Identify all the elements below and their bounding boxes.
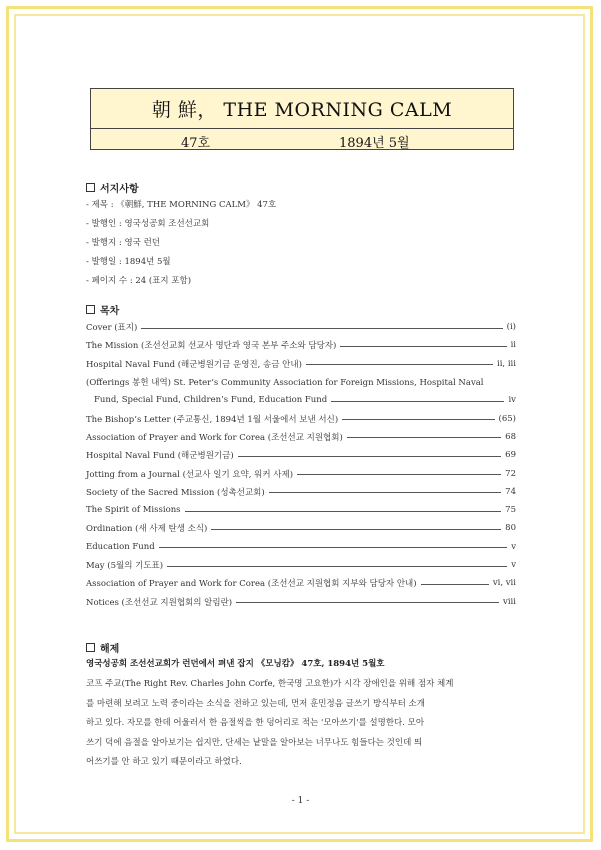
toc-entry-page: v	[511, 541, 516, 552]
bibliography-item: - 페이지 수 : 24 (표지 포함)	[86, 276, 192, 286]
toc-leader-line	[306, 364, 493, 365]
toc-entry-page: iv	[508, 395, 516, 406]
toc-entry	[86, 556, 516, 574]
toc-leader-line	[236, 602, 499, 603]
toc-entry	[86, 446, 516, 464]
bibliography-heading: 서지사항	[86, 180, 139, 195]
toc-entry-title: The Bishop’s Letter (주교통신, 1894년 1월 서울에서 보낸 서신)	[86, 414, 339, 425]
toc-entry-page: 80	[505, 523, 516, 534]
toc-entry	[86, 409, 516, 427]
bibliography-item: - 발행일 : 1894년 5월	[86, 257, 171, 267]
toc-entry-title: Hospital Naval Fund (해군병원기금)	[86, 451, 234, 462]
explanation-line: 코프 주교(The Right Rev. Charles John Corfe, 한국명 고요한)가 시각 장애인을 위해 점자 체계	[86, 679, 454, 689]
toc-entry-title: Association of Prayer and Work for Corea (조선선교 지원협회 지부와 담당자 안내)	[86, 579, 417, 590]
toc-entry-title: Cover (표지)	[86, 323, 138, 334]
toc-entry-title: Ordination (새 사제 탄생 소식)	[86, 524, 208, 535]
toc-entry-page: v	[511, 560, 516, 570]
toc-entry	[86, 501, 516, 519]
toc-entry-title: Jotting from a Journal (선교사 일기 요약, 워커 사제)	[86, 469, 294, 480]
explanation-line: 어쓰기를 안 하고 있기 때문이라고 하였다.	[86, 757, 242, 767]
page-number: - 1 -	[291, 796, 310, 806]
toc-leader-line	[211, 529, 501, 530]
toc-entry	[86, 373, 516, 391]
toc-entry	[86, 318, 516, 336]
toc-entry-page: viii	[503, 596, 516, 607]
toc-entry-page: 72	[505, 468, 516, 479]
toc-entry-title: Association of Prayer and Work for Corea (조선선교 지원협회)	[86, 432, 343, 443]
toc-entry-title: The Spirit of Missions	[86, 505, 181, 516]
explanation-body	[86, 675, 516, 773]
toc-entry-title: The Mission (조선선교회 선교사 명단과 영국 본부 주소와 담당자)	[86, 341, 337, 352]
issue-row	[91, 129, 513, 151]
toc-entry-page: 75	[505, 505, 516, 516]
explanation-heading: 해제	[86, 640, 119, 655]
toc-leader-line	[347, 437, 501, 438]
toc-entry-title: May (5월의 기도표)	[86, 561, 164, 571]
toc-entry-page: vi, vii	[492, 578, 516, 589]
checkbox-square-icon	[86, 305, 95, 314]
bibliography-item: - 제목 : 《朝鮮, THE MORNING CALM》 47호	[86, 200, 277, 210]
toc-entry-page: 74	[505, 486, 516, 497]
contents-heading: 목차	[86, 302, 119, 317]
toc-entry-title: Society of the Sacred Mission (성촉선교회)	[86, 487, 265, 498]
toc-entry	[86, 464, 516, 482]
toc-leader-line	[141, 328, 502, 329]
toc-entry	[86, 428, 516, 446]
toc-entry-page: (65)	[498, 413, 516, 424]
toc-entry	[86, 574, 516, 592]
toc-leader-line	[331, 401, 504, 402]
toc-entry-title: Fund, Special Fund, Children’s Fund, Education Fund	[94, 395, 328, 406]
checkbox-square-icon	[86, 183, 95, 192]
toc-entry-title: Notices (조선선교 지원협회의 알림란)	[86, 597, 233, 608]
toc-leader-line	[342, 419, 494, 420]
bibliography-item: - 발행지 : 영국 런던	[86, 238, 161, 248]
toc-entry-page: 68	[505, 431, 516, 442]
explanation-line: 쓰기 덕에 음절을 알아보기는 쉽지만, 단세는 낱말을 알아보는 너무나도 힘들다는 것인데 띄	[86, 737, 423, 748]
toc-entry	[86, 519, 516, 537]
toc-entry	[86, 483, 516, 501]
toc-leader-line	[167, 566, 507, 567]
explanation-line: 를 마련해 보려고 노력 중이라는 소식을 전하고 있는데, 먼저 훈민정음 글쓰기 방식부터 소개	[86, 698, 425, 709]
toc-entry-page: (i)	[506, 322, 516, 333]
explanation-line: 하고 있다. 자모를 한데 어울러서 한 음절씩을 한 덩어리로 적는 '모아쓰기'를 설명한다. 모아	[86, 718, 425, 728]
toc-entry-title: Education Fund	[86, 541, 155, 552]
checkbox-square-icon	[86, 643, 95, 652]
journal-title: 朝 鮮， THE MORNING CALM	[91, 89, 513, 129]
toc-entry-page: 69	[505, 450, 516, 461]
table-of-contents	[86, 318, 516, 611]
bibliography-item: - 발행인 : 영국성공회 조선선교회	[86, 219, 210, 229]
toc-leader-line	[297, 474, 501, 475]
toc-leader-line	[159, 547, 508, 548]
toc-entry-title: (Offerings 봉헌 내역) St. Peter’s Community Association for Foreign Missions, Hospital Naval	[86, 378, 484, 389]
toc-entry	[86, 538, 516, 556]
explanation-title: 영국성공회 조선선교회가 런던에서 펴낸 잡지 《모닝캄》 47호, 1894년 5월호	[86, 659, 385, 669]
title-box	[90, 88, 514, 150]
toc-leader-line	[238, 456, 502, 457]
toc-entry	[86, 592, 516, 610]
issue-date: 1894년 5월	[339, 136, 410, 151]
toc-leader-line	[185, 511, 502, 512]
toc-entry	[86, 336, 516, 354]
toc-leader-line	[421, 584, 489, 585]
toc-leader-line	[340, 346, 506, 347]
toc-entry	[86, 391, 516, 409]
toc-entry-page: ii	[510, 340, 516, 351]
toc-leader-line	[269, 492, 501, 493]
toc-entry	[86, 355, 516, 373]
toc-entry-page: ii, iii	[497, 358, 516, 369]
issue-number: 47호	[181, 136, 211, 151]
toc-entry-title: Hospital Naval Fund (해군병원기금 운영진, 송금 안내)	[86, 359, 302, 370]
